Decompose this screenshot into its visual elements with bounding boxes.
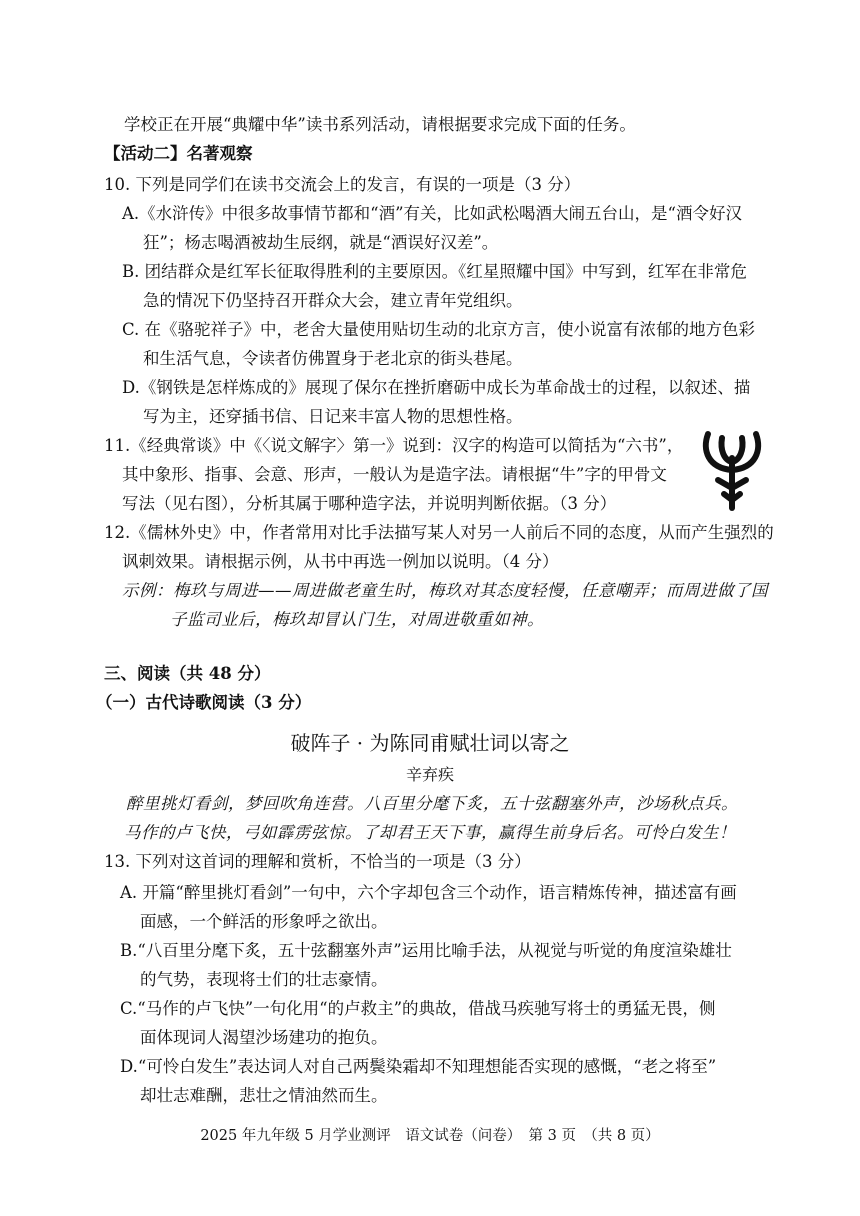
q12-example-line1: 示例：梅玖与周进——周进做老童生时，梅玖对其态度轻慢，任意嘲弄；而周进做了国 [122, 581, 768, 600]
q10-option-a-line2: 狂”；杨志喝酒被劫生辰纲，就是“酒误好汉差”。 [143, 233, 499, 252]
q10-option-d-line2: 写为主，还穿插书信、日记来丰富人物的思想性格。 [143, 407, 523, 426]
q13-option-d-line2: 却壮志难酬，悲壮之情油然而生。 [140, 1086, 388, 1105]
subsection-heading: （一）古代诗歌阅读（3 分） [96, 693, 312, 712]
q12-line1: 12.《儒林外史》中，作者常用对比手法描写某人对另一人前后不同的态度，从而产生强烈的 [104, 523, 774, 542]
oracle-bone-niu-character-icon [700, 428, 764, 512]
poem-author: 辛弃疾 [405, 765, 454, 784]
q11-line1: 11.《经典常谈》中《〈说文解字〉第一》说到：汉字的构造可以简括为“六书”， [104, 436, 684, 455]
q12-line2: 讽刺效果。请根据示例，从书中再选一例加以说明。（4 分） [122, 552, 559, 571]
q10-option-c-line1: C. 在《骆驼祥子》中，老舍大量使用贴切生动的北京方言，使小说富有浓郁的地方色彩 [122, 320, 756, 339]
activity-heading: 【活动二】名著观察 [104, 144, 253, 163]
section-heading: 三、阅读（共 48 分） [104, 664, 271, 683]
q12-example-line2: 子监司业后，梅玖却冒认门生，对周进敬重如神。 [170, 610, 544, 629]
poem-line2: 马作的卢飞快，弓如霹雳弦惊。了却君王天下事，赢得生前身后名。可怜白发生！ [124, 823, 736, 842]
q10-option-b-line2: 急的情况下仍坚持召开群众大会，建立青年党组织。 [143, 291, 523, 310]
q13-option-a-line1: A. 开篇“醉里挑灯看剑”一句中，六个字却包含三个动作，语言精炼传神，描述富有画 [120, 883, 737, 902]
q13-option-c-line2: 面体现词人渴望沙场建功的抱负。 [140, 1028, 388, 1047]
poem-line1: 醉里挑灯看剑，梦回吹角连营。八百里分麾下炙，五十弦翻塞外声，沙场秋点兵。 [126, 794, 738, 813]
q13-option-d-line1: D.“可怜白发生”表达词人对自己两鬓染霜却不知理想能否实现的感慨，“老之将至” [120, 1057, 717, 1076]
q13-option-c-line1: C.“马作的卢飞快”一句化用“的卢救主”的典故，借战马疾驰写将士的勇猛无畏，侧 [120, 999, 716, 1018]
q10-option-d-line1: D.《钢铁是怎样炼成的》展现了保尔在挫折磨砺中成长为革命战士的过程，以叙述、描 [122, 378, 751, 397]
intro-text: 学校正在开展“典耀中华”读书系列活动，请根据要求完成下面的任务。 [124, 115, 636, 134]
q13-option-b-line1: B.“八百里分麾下炙，五十弦翻塞外声”运用比喻手法，从视觉与听觉的角度渲染雄壮 [120, 941, 732, 960]
q13-option-b-line2: 的气势，表现将士们的壮志豪情。 [140, 970, 388, 989]
q10-option-a-line1: A.《水浒传》中很多故事情节都和“酒”有关，比如武松喝酒大闹五台山，是“酒令好汉 [122, 204, 742, 223]
q13-stem: 13. 下列对这首词的理解和赏析，不恰当的一项是（3 分） [104, 852, 531, 871]
q10-option-c-line2: 和生活气息，令读者仿佛置身于老北京的街头巷尾。 [143, 349, 523, 368]
q11-line3: 写法（见右图），分析其属于哪种造字法，并说明判断依据。（3 分） [122, 494, 617, 513]
q10-option-b-line1: B. 团结群众是红军长征取得胜利的主要原因。《红星照耀中国》中写到，红军在非常危 [122, 262, 747, 281]
page-footer: 2025 年九年级 5 月学业测评 语文试卷（问卷） 第 3 页 （共 8 页） [200, 1128, 660, 1144]
q10-stem: 10. 下列是同学们在读书交流会上的发言，有误的一项是（3 分） [104, 175, 581, 194]
q11-line2: 其中象形、指事、会意、形声，一般认为是造字法。请根据“牛”字的甲骨文 [122, 465, 667, 484]
q13-option-a-line2: 面感，一个鲜活的形象呼之欲出。 [140, 912, 388, 931]
poem-title: 破阵子 · 为陈同甫赋壮词以寄之 [290, 731, 570, 755]
